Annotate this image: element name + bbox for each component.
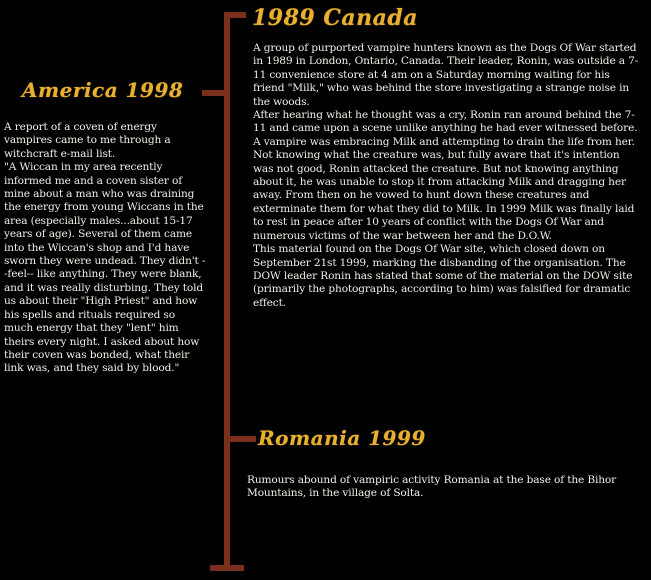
- canada-paragraph: After hearing what he thought was a cry, Ronin ran around behind the 7-11 and came upon a scene unlike anything he had ever witnessed before. A vampire was embracing Milk and attempting to drain the life from her. Not knowing what the creature was, but fully aware that it's intention was not good, Ronin attacked the creature. But not knowing anything about it, he was unable to stop it from attacking Milk and dragging her away. From then on he vowed to hunt down these creatures and exterminate them for what they did to Milk. In 1999 Milk was finally laid to rest in peace after 10 years of conflict with the Dogs Of War and numerous victims of the war between her and the D.O.W.: [253, 109, 638, 242]
- canada-text: [253, 42, 643, 310]
- america-text: [4, 121, 206, 376]
- america-paragraph: A report of a coven of energy vampires came to me through a witchcraft e-mail list.: [4, 121, 171, 160]
- america-paragraph: "A Wiccan in my area recently informed me and a coven sister of mine about a man who was draining the energy from young Wiccans in the area (especially males...about 15-17 years of age). Several of them came into the Wiccan's shop and I'd have sworn they were undead. They didn't --feel-- like anything. They were blank, and it was really disturbing. They told us about their "High Priest" and how his spells and rituals required so much energy that they "lent" him theirs every night. I asked about how their coven was bonded, what their link was, and they said by blood.": [4, 161, 206, 375]
- canada-paragraph: This material found on the Dogs Of War site, which closed down on September 21st 1999, marking the disbanding of the organisation. The DOW leader Ronin has stated that some of the material on the DOW site (primarily the photographs, according to him) was falsified for dramatic effect.: [253, 243, 633, 309]
- canada-heading: 1989 Canada: [252, 5, 419, 31]
- timeline-tick-romania: [224, 436, 256, 442]
- romania-text: [247, 474, 643, 501]
- romania-paragraph: Rumours abound of vampiric activity Romania at the base of the Bihor Mountains, in the village of Solta.: [247, 474, 617, 500]
- timeline-tick-canada: [224, 12, 246, 18]
- america-heading: America 1998: [22, 78, 184, 102]
- romania-heading: Romania 1999: [258, 426, 426, 450]
- timeline-tick-america: [202, 90, 230, 96]
- timeline-foot: [210, 565, 244, 571]
- canada-paragraph: A group of purported vampire hunters known as the Dogs Of War started in 1989 in London, Ontario, Canada. Their leader, Ronin, was outside a 7-11 convenience store at 4 am on a Saturday morning waiting for his friend "Milk," who was behind the store investigating a strange noise in the woods.: [253, 42, 639, 108]
